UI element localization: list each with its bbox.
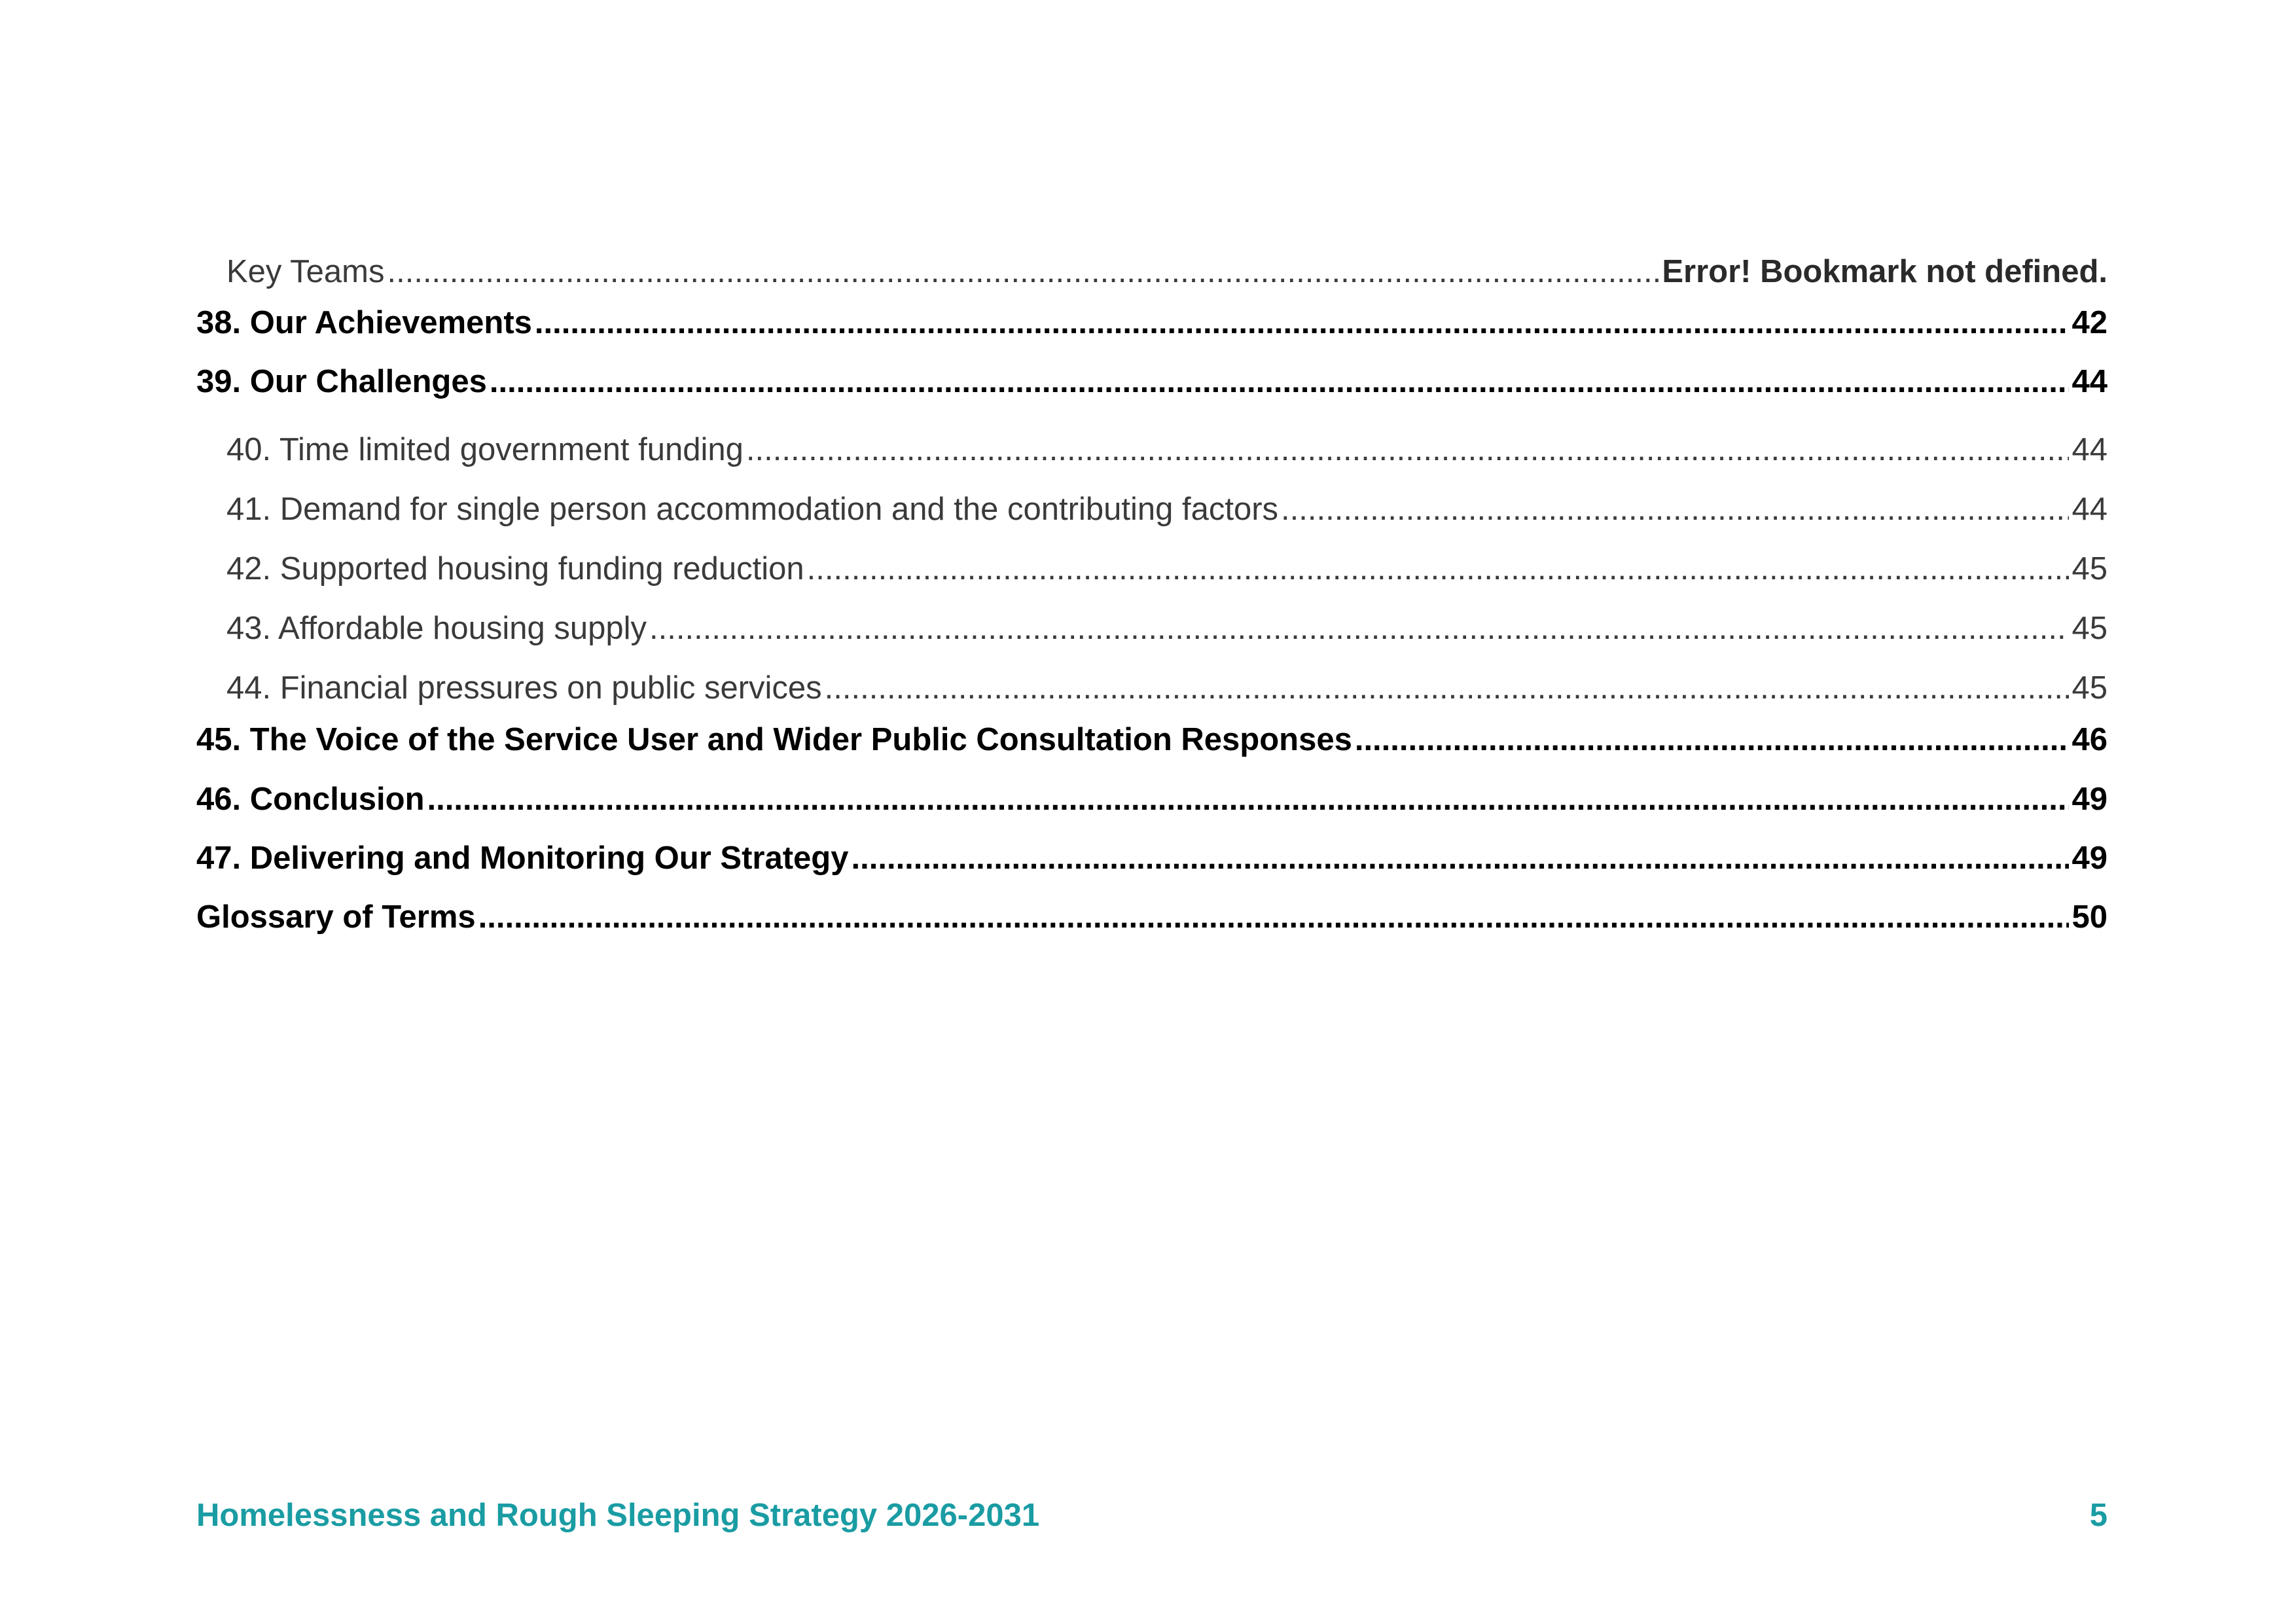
toc-dot-leader xyxy=(649,605,2069,651)
toc-entry-time-limited-funding[interactable] xyxy=(226,427,2108,473)
toc-entry-conclusion[interactable] xyxy=(196,776,2108,822)
toc-entry-page: 44 xyxy=(2072,432,2108,467)
toc-entry-label: 41. Demand for single person accommodation and the contributing factors xyxy=(226,492,1279,527)
toc-entry-delivering-monitoring[interactable] xyxy=(196,835,2108,881)
toc-entry-page: 50 xyxy=(2072,899,2108,935)
toc-entry-glossary-of-terms[interactable] xyxy=(196,894,2108,940)
toc-entry-label: 39. Our Challenges xyxy=(196,364,487,399)
toc-entry-label: Key Teams xyxy=(226,254,385,289)
toc-entry-financial-pressures[interactable] xyxy=(226,665,2108,711)
toc-entry-page: 42 xyxy=(2072,305,2108,340)
toc-entry-page: 45 xyxy=(2072,670,2108,706)
toc-entry-label: 47. Delivering and Monitoring Our Strategy xyxy=(196,840,849,876)
toc-entry-affordable-housing-supply[interactable] xyxy=(226,605,2108,651)
toc-entry-page: 49 xyxy=(2072,782,2108,817)
toc-entry-single-person-accommodation[interactable] xyxy=(226,486,2108,532)
toc-entry-label: 38. Our Achievements xyxy=(196,305,532,340)
table-of-contents xyxy=(196,0,2108,982)
toc-entry-label: 45. The Voice of the Service User and Wider Public Consultation Responses xyxy=(196,722,1352,757)
toc-entry-supported-housing-funding[interactable] xyxy=(226,546,2108,592)
footer-page-number: 5 xyxy=(2089,1498,2108,1533)
toc-dot-leader xyxy=(387,249,1659,295)
toc-entry-label: 42. Supported housing funding reduction xyxy=(226,551,804,586)
toc-entry-page: 44 xyxy=(2072,364,2108,399)
toc-entry-label: 40. Time limited government funding xyxy=(226,432,744,467)
toc-entry-page: 49 xyxy=(2072,840,2108,876)
toc-entry-label: Glossary of Terms xyxy=(196,899,476,935)
toc-dot-leader xyxy=(535,300,2070,346)
toc-entry-page-error: Error! Bookmark not defined. xyxy=(1662,254,2108,289)
toc-dot-leader xyxy=(807,546,2070,592)
toc-dot-leader xyxy=(1281,486,2069,532)
toc-dot-leader xyxy=(852,835,2070,881)
toc-entry-label: 44. Financial pressures on public services xyxy=(226,670,822,706)
toc-dot-leader xyxy=(825,665,2070,711)
toc-entry-page: 45 xyxy=(2072,611,2108,646)
toc-dot-leader xyxy=(427,776,2070,822)
toc-entry-page: 45 xyxy=(2072,551,2108,586)
toc-entry-our-achievements[interactable] xyxy=(196,300,2108,346)
toc-dot-leader xyxy=(478,894,2070,940)
toc-entry-label: 43. Affordable housing supply xyxy=(226,611,647,646)
toc-entry-page: 44 xyxy=(2072,492,2108,527)
toc-entry-our-challenges[interactable] xyxy=(196,359,2108,405)
toc-dot-leader xyxy=(746,427,2070,473)
footer-document-title: Homelessness and Rough Sleeping Strategy 2026-2031 xyxy=(196,1498,1040,1533)
toc-dot-leader xyxy=(490,359,2070,405)
page-footer xyxy=(196,1492,2108,1538)
toc-entry-key-teams[interactable] xyxy=(226,249,2108,295)
toc-dot-leader xyxy=(1355,717,2070,763)
toc-entry-page: 46 xyxy=(2072,722,2108,757)
toc-entry-voice-of-service-user[interactable] xyxy=(196,717,2108,763)
toc-entry-label: 46. Conclusion xyxy=(196,782,425,817)
